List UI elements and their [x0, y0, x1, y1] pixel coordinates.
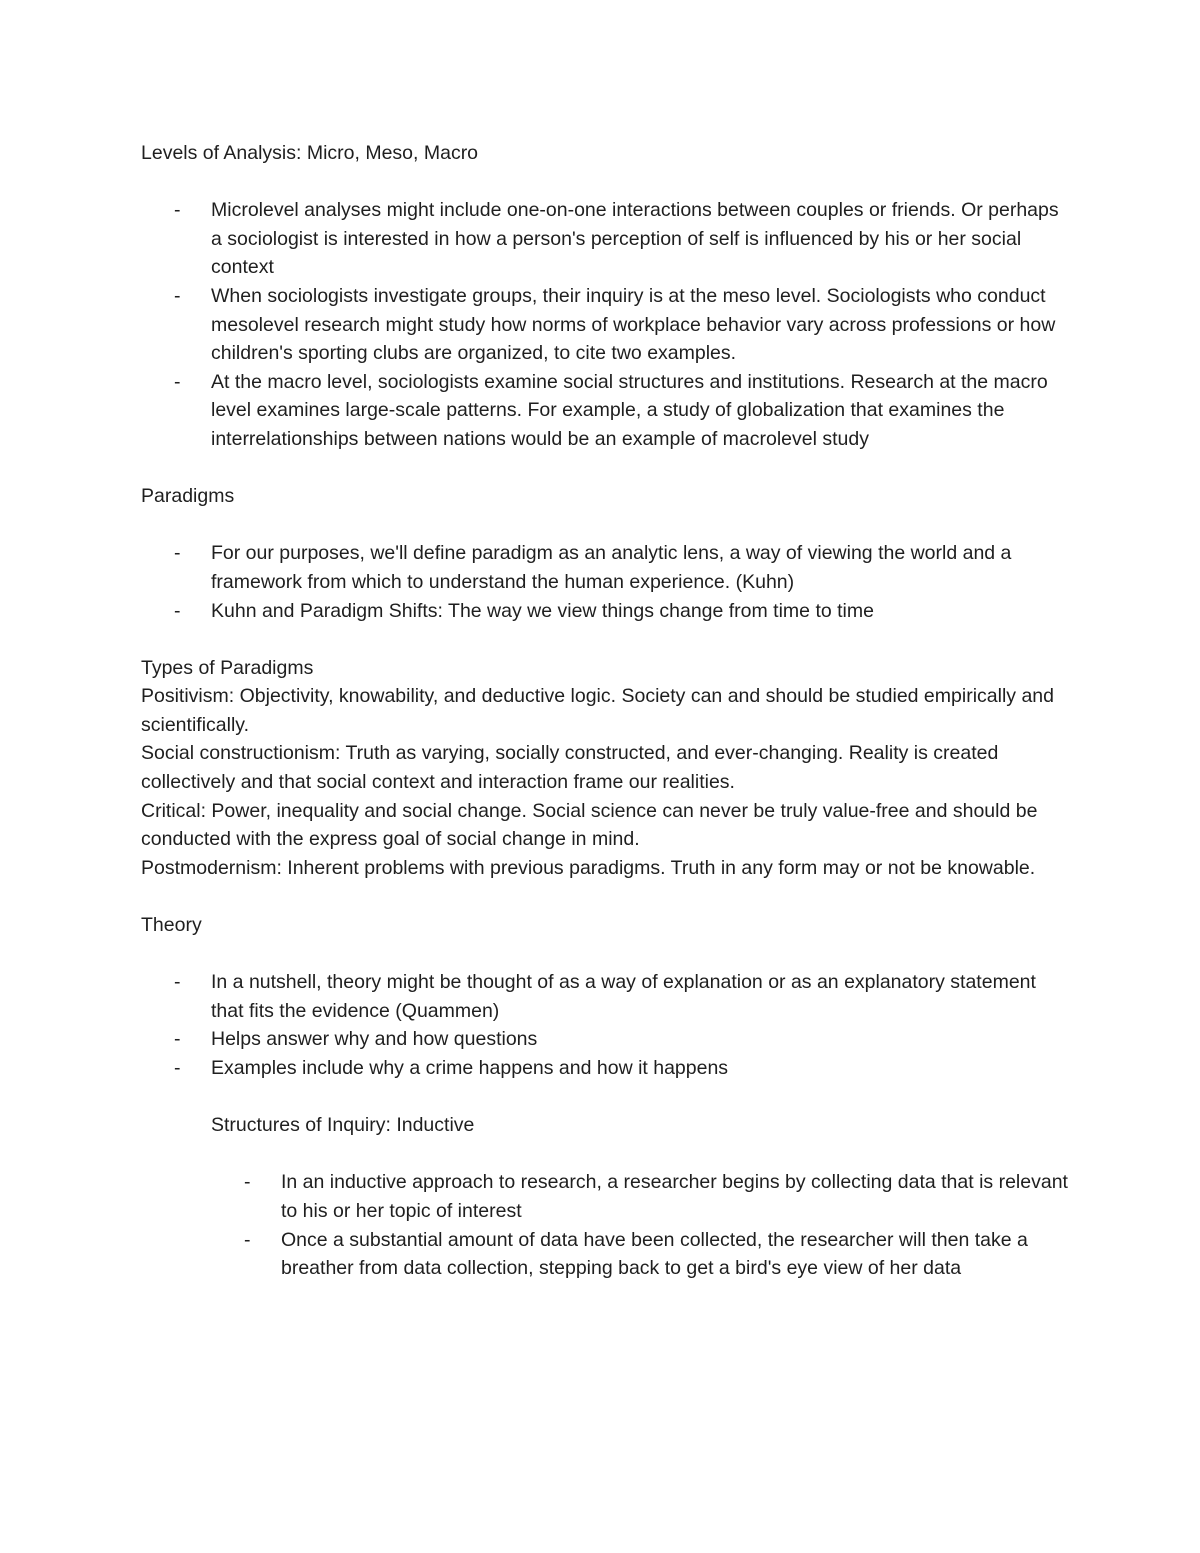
- section-title-paradigms: Paradigms: [141, 485, 235, 508]
- paragraph-positivism: Positivism: Objectivity, knowability, and deductive logic. Society can and should be studied empirically and scientifically.: [141, 685, 1054, 736]
- spacer: [141, 882, 1071, 911]
- list-item-microlevel: - Microlevel analyses might include one-on-one interactions between couples or friends. Or perhaps a sociologist is interested in how a person's perception of self is influenced by his or her social context: [141, 196, 1071, 282]
- section-title-types-of-paradigms: Types of Paradigms: [141, 656, 314, 679]
- list-item-theory-definition: - In a nutshell, theory might be thought of as a way of explanation or as an explanatory statement that fits the evidence (Quammen): [141, 968, 1071, 1025]
- document-page: [141, 139, 1071, 1283]
- list-item-inductive-breather: - Once a substantial amount of data have been collected, the researcher will then take a breather from data collection, stepping back to get a bird's eye view of her data: [211, 1226, 1071, 1283]
- paradigms-list: [141, 539, 1071, 625]
- spacer: [141, 454, 1071, 483]
- section-title-theory: Theory: [141, 914, 202, 937]
- spacer: [141, 625, 1071, 654]
- paragraph-postmodernism: Postmodernism: Inherent problems with previous paradigms. Truth in any form may or not be knowable.: [141, 856, 1036, 879]
- list-item-mesolevel: - When sociologists investigate groups, their inquiry is at the meso level. Sociologists who conduct mesolevel research might study how norms of workplace behavior vary across professions or how children's sporting clubs are organized, to cite two examples.: [141, 282, 1071, 368]
- paragraph-social-constructionism: Social constructionism: Truth as varying, socially constructed, and ever-changing. Reality is created collectively and that social context and interaction frame our realities.: [141, 742, 999, 794]
- levels-list: [141, 196, 1071, 453]
- spacer: [141, 511, 1071, 540]
- section-title-levels-of-analysis: Levels of Analysis: Micro, Meso, Macro: [141, 142, 479, 164]
- spacer: [141, 1083, 1071, 1112]
- inductive-list: [211, 1168, 1071, 1282]
- theory-list: [141, 968, 1071, 1082]
- list-item-paradigm-shifts: - Kuhn and Paradigm Shifts: The way we view things change from time to time: [141, 597, 1071, 626]
- list-item-macrolevel: - At the macro level, sociologists examine social structures and institutions. Research at the macro level examines large-scale patterns. For example, a study of globalization that examines the interrelationships between nations would be an example of macrolevel study: [141, 368, 1071, 454]
- spacer: [211, 1140, 1071, 1169]
- spacer: [141, 940, 1071, 969]
- section-title-inductive: Structures of Inquiry: Inductive: [211, 1114, 475, 1137]
- list-item-inductive-collect: - In an inductive approach to research, a researcher begins by collecting data that is relevant to his or her topic of interest: [211, 1168, 1071, 1225]
- list-item-theory-why-how: - Helps answer why and how questions: [141, 1025, 1071, 1054]
- list-item-paradigm-definition: - For our purposes, we'll define paradigm as an analytic lens, a way of viewing the world and a framework from which to understand the human experience. (Kuhn): [141, 539, 1071, 596]
- paragraph-critical: Critical: Power, inequality and social change. Social science can never be truly value-free and should be conducted with the express goal of social change in mind.: [141, 799, 1038, 851]
- spacer: [141, 168, 1071, 197]
- list-item-theory-examples: - Examples include why a crime happens and how it happens: [141, 1054, 1071, 1083]
- inductive-subsection: [211, 1111, 1071, 1283]
